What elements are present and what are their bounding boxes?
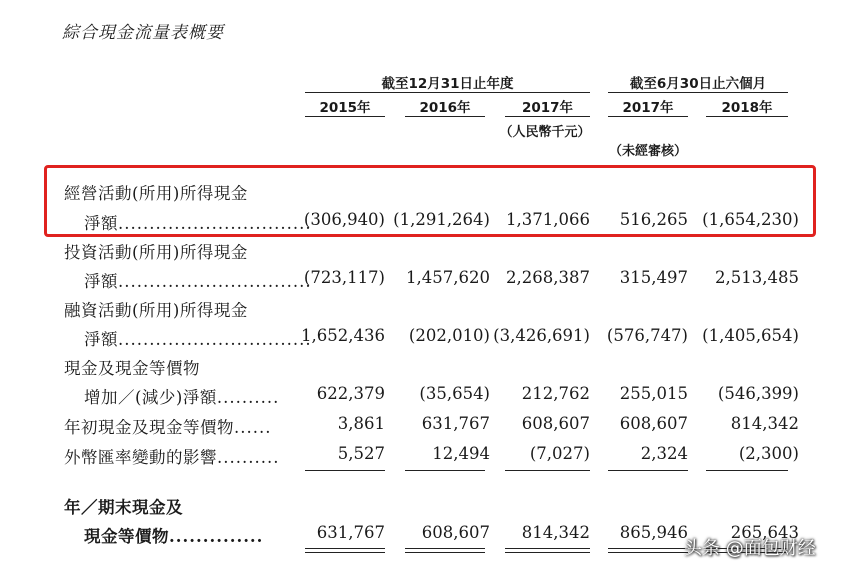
year-underline-2017 — [505, 116, 590, 117]
row-label-financing: 融資活動(所用)所得現金 — [64, 301, 248, 320]
unit-note: （人民幣千元） — [499, 125, 591, 140]
value-operating-2016: (1,291,264) — [393, 210, 490, 229]
value-financing-2017-half: (576,747) — [606, 326, 688, 345]
year-underline-2017-half — [608, 116, 688, 117]
leader-dots: .............. — [169, 527, 264, 546]
group-header-fiscal-year: 截至12月31日止年度 — [381, 76, 514, 92]
value-opening-cash-2016: 631,767 — [421, 414, 490, 433]
year-header-2017-half: 2017年 — [622, 100, 674, 116]
leader-dots: ............................... — [118, 330, 312, 349]
value-financing-2015: 1,652,436 — [301, 326, 385, 345]
row-label-text: 外幣匯率變動的影響 — [64, 448, 217, 467]
row-sublabel-closing-cash — [84, 523, 263, 547]
value-financing-2017: (3,426,691) — [493, 326, 590, 345]
value-operating-2015: (306,940) — [303, 210, 385, 229]
row-sublabel-text: 現金等價物 — [84, 527, 169, 546]
row-label-fx-effect — [64, 444, 279, 468]
value-financing-2018-half: (1,405,654) — [702, 326, 799, 345]
row-label-text: 年初現金及現金等價物 — [64, 418, 234, 437]
value-net-change-2018-half: (546,399) — [717, 384, 799, 403]
value-opening-cash-2018-half: 814,342 — [730, 414, 799, 433]
year-header-2015: 2015年 — [319, 100, 371, 116]
value-operating-2017: 1,371,066 — [506, 210, 590, 229]
row-label-closing-cash: 年／期末現金及 — [64, 498, 183, 517]
value-investing-2015: (723,117) — [303, 268, 385, 287]
year-underline-2015 — [305, 116, 385, 117]
value-opening-cash-2015: 3,861 — [337, 414, 385, 433]
value-closing-cash-2016: 608,607 — [421, 523, 490, 542]
total-double-underline-2015 — [305, 548, 385, 553]
leader-dots: .......... — [217, 448, 280, 467]
value-investing-2016: 1,457,620 — [406, 268, 490, 287]
unaudited-note: （未經審核） — [608, 144, 687, 159]
value-investing-2017: 2,268,387 — [506, 268, 590, 287]
value-opening-cash-2017: 608,607 — [521, 414, 590, 433]
value-operating-2017-half: 516,265 — [619, 210, 688, 229]
row-label-opening-cash — [64, 414, 271, 438]
row-sublabel-text: 淨額 — [84, 214, 118, 233]
subtotal-underline-2018-half — [706, 470, 788, 471]
subtotal-underline-2016 — [405, 470, 485, 471]
leader-dots: ............................... — [118, 214, 312, 233]
group-header-six-months: 截至6月30日止六個月 — [629, 76, 767, 92]
row-sublabel-text: 增加／(減少)淨額 — [84, 388, 217, 407]
value-financing-2016: (202,010) — [408, 326, 490, 345]
total-double-underline-2017 — [505, 548, 590, 553]
row-label-operating: 經營活動(所用)所得現金 — [64, 184, 248, 203]
value-investing-2017-half: 315,497 — [619, 268, 688, 287]
row-sublabel-text: 淨額 — [84, 330, 118, 349]
value-closing-cash-2018-half: 265,643 — [730, 523, 799, 542]
total-double-underline-2017-half — [608, 548, 688, 553]
row-label-investing: 投資活動(所用)所得現金 — [64, 243, 248, 262]
value-net-change-2015: 622,379 — [316, 384, 385, 403]
value-operating-2018-half: (1,654,230) — [702, 210, 799, 229]
watermark: 头条 @面包财经 — [684, 538, 816, 559]
value-fx-effect-2017-half: 2,324 — [640, 444, 688, 463]
year-header-2017: 2017年 — [521, 100, 574, 116]
leader-dots: ............................... — [118, 272, 312, 291]
group-underline-fiscal-year — [305, 92, 590, 93]
row-label-net-change: 現金及現金等價物 — [64, 359, 200, 378]
year-header-2018-half: 2018年 — [721, 100, 773, 116]
value-fx-effect-2017: (7,027) — [529, 444, 590, 463]
row-sublabel-investing — [84, 268, 312, 292]
year-underline-2018-half — [706, 116, 788, 117]
row-sublabel-operating — [84, 210, 312, 234]
value-closing-cash-2017: 814,342 — [521, 523, 590, 542]
value-net-change-2017: 212,762 — [521, 384, 590, 403]
value-fx-effect-2018-half: (2,300) — [738, 444, 799, 463]
row-sublabel-financing — [84, 326, 312, 350]
group-underline-six-months — [608, 92, 788, 93]
row-sublabel-net-change — [84, 384, 279, 408]
leader-dots: ...... — [234, 418, 272, 437]
value-net-change-2017-half: 255,015 — [619, 384, 688, 403]
value-closing-cash-2017-half: 865,946 — [619, 523, 688, 542]
value-closing-cash-2015: 631,767 — [316, 523, 385, 542]
page-title: 綜合現金流量表概要 — [62, 23, 224, 43]
subtotal-underline-2017 — [505, 470, 590, 471]
value-opening-cash-2017-half: 608,607 — [619, 414, 688, 433]
value-investing-2018-half: 2,513,485 — [715, 268, 799, 287]
value-fx-effect-2016: 12,494 — [432, 444, 490, 463]
year-underline-2016 — [405, 116, 485, 117]
total-double-underline-2016 — [405, 548, 485, 553]
row-sublabel-text: 淨額 — [84, 272, 118, 291]
leader-dots: .......... — [216, 388, 280, 407]
value-net-change-2016: (35,654) — [419, 384, 490, 403]
value-fx-effect-2015: 5,527 — [337, 444, 385, 463]
subtotal-underline-2015 — [305, 470, 385, 471]
year-header-2016: 2016年 — [419, 100, 471, 116]
subtotal-underline-2017-half — [608, 470, 688, 471]
